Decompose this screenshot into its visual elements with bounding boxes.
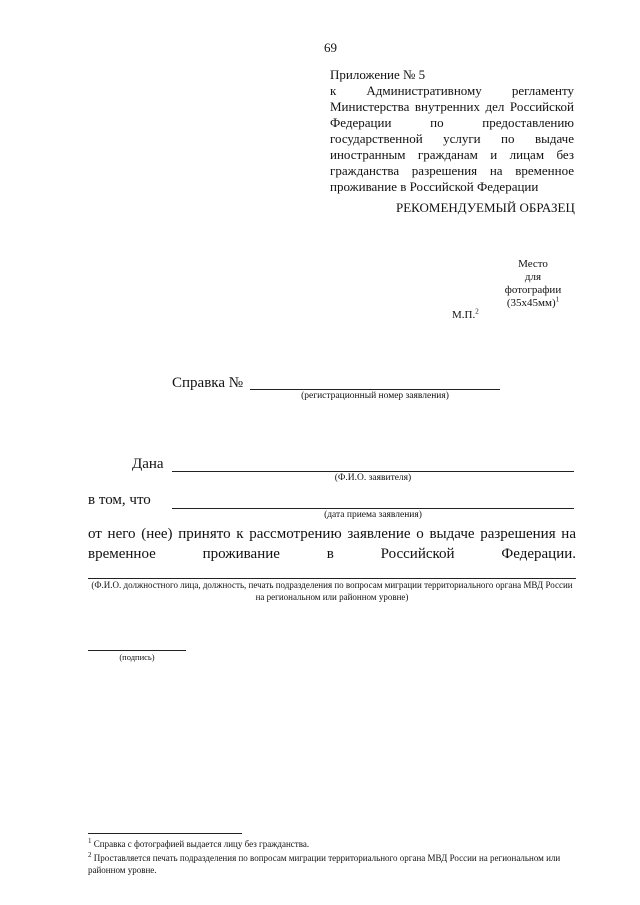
applicant-name-field[interactable]: [172, 471, 574, 472]
photo-line: для: [524, 271, 542, 283]
footnote-text: Проставляется печать подразделения по вопросам миграции территориального органа МВД России на региональном или районном уровне.: [88, 853, 561, 875]
footnote-text: Справка с фотографией выдается лицу без гражданства.: [93, 839, 310, 849]
appendix-line: Министерства внутренних дел Российской: [330, 99, 574, 114]
appendix-line: Федерации по предоставлению: [330, 115, 574, 130]
photo-placeholder: [500, 258, 566, 310]
application-date-field[interactable]: [172, 508, 574, 509]
statement-text: от него (нее) принято к рассмотрению заявление о выдаче разрешения на временное проживание в Российской Федерации.: [88, 526, 576, 562]
signature-caption: (подпись): [119, 652, 155, 662]
stamp-label: М.П.: [452, 309, 476, 321]
photo-line: фотографии: [504, 284, 562, 296]
appendix-line: проживание в Российской Федерации: [330, 179, 539, 194]
footnote-ref: 1: [555, 295, 560, 304]
official-caption: (Ф.И.О. должностного лица, должность, печать подразделения по вопросам миграции территориального органа МВД России на региональном или районном уровне): [91, 580, 573, 602]
stamp-place: [452, 309, 479, 321]
that-label: в том, что: [88, 492, 151, 508]
footnote-separator: [88, 833, 242, 834]
certificate-caption: (регистрационный номер заявления): [301, 391, 449, 401]
issued-to-label: Дана: [132, 456, 164, 472]
appendix-line: государственной услуги по выдаче: [330, 131, 574, 146]
photo-line: (35x45мм): [506, 297, 556, 309]
footnote-ref: 2: [475, 307, 479, 316]
appendix-title: Приложение № 5: [330, 67, 426, 82]
certificate-number-field[interactable]: [250, 389, 500, 390]
applicant-caption: (Ф.И.О. заявителя): [334, 473, 412, 483]
appendix-line: иностранным гражданам и лицам без: [330, 147, 574, 162]
date-caption: (дата приема заявления): [324, 510, 422, 520]
footnote-number: 1: [88, 837, 92, 845]
signature-field[interactable]: [88, 650, 186, 651]
appendix-header: [330, 67, 574, 195]
footnote: [88, 838, 576, 850]
appendix-line: гражданства разрешения на временное: [330, 163, 574, 178]
photo-line: Место: [518, 258, 548, 270]
recommended-sample-label: РЕКОМЕНДУЕМЫЙ ОБРАЗЕЦ: [396, 200, 575, 215]
appendix-line: к Административному регламенту: [330, 83, 574, 98]
page-number: 69: [324, 40, 337, 55]
certificate-label: Справка №: [172, 375, 244, 391]
footnote: [88, 852, 576, 876]
footnote-number: 2: [88, 851, 92, 859]
